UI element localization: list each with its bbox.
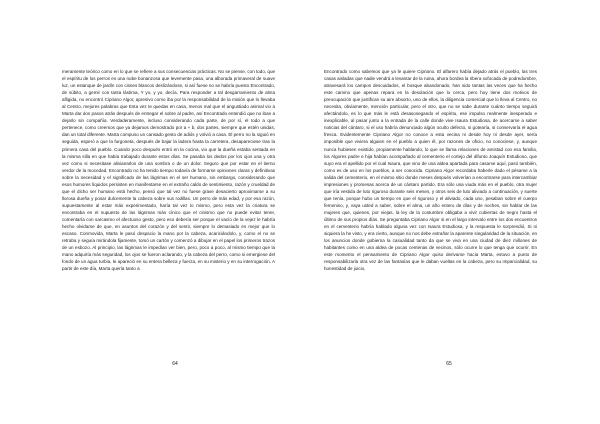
right-page-number: 65 (446, 361, 452, 367)
left-page-number: 64 (172, 361, 178, 367)
right-page-body-text: Encontrado como sabemos que ya le quiere Cipriano. El alfarero había dejado atrás el pueblo, las tres casas aisladas que nadie vendrá a levantar de la ruina, ahora bordea la ribera sofocada de podredumbre, atravesará los campos descuidados, el bosque abandonado, han sido tantas las veces que ha hecho este camino que apenas repara en la desolación que lo cerca, pero hoy tiene dos motivos de preocupación que justifican su aire absorto, uno de ellos, la diligencia comercial que lo lleva al Centro, no necesita, obviamente, mención particular, pero el otro, que no se sabe durante cuánto tiempo seguirá afectándolo, es lo que más le está desasosegando el espíritu, ese impulso realmente inesperado e inexplicable, al pasar junto a la entrada de la calle donde vive Isaura Estudiosa, de acercarse a saber noticias del cántaro, si el uso habría denunciado algún oculto defecto, si gotearía, si conservaría el agua fresca. Evidentemente Cipriano Algor no conoce a esta vecina ni desde hoy ni desde ayer, sería imposible que viviera alguien en el pueblo a quien él, por razones de oficio, no conociese, y, aunque nunca hubiesen existido, propiamente hablando, lo que se llama relaciones de amistad con esa familia, los Algores padre e hija habían acompañado al cementerio el cortejo del difunto Joaquín Estudioso, que suyo era el apellido por el cual Isaura, que vino de una aldea apartada para casarse aquí, pasó también, como es de uso en los pueblos, a ser conocida. Cipriano Algor recordaba haberle dado el pésame a la salida del cementerio, en el mismo sitio donde meses después volverían a encontrarse para intercambiar impresiones y promesas acerca de un cántaro partido. Era sólo una viuda más en el pueblo, otra mujer que iría vestida de luto riguroso durante seis meses, y otros seis de luto aliviado a continuación, y suerte que tenía, porque hubo un tiempo en que el riguroso y el aliviado, cada uno, pesaban sobre el cuerpo femenino, y, vaya usted a saber, sobre el alma, un año entero de días y de noches, sin hablar de las mujeres que, quienes, por viejas, la ley de la costumbre obligaba a vivir cubiertas de negro hasta el último de sus propios días. Se preguntaba Cipriano Algor si en el largo intervalo entre los dos encuentros en el cementerio habría hablado alguna vez con Isaura Estudiosa, y la respuesta le sorprendió, Si ni siquiera la he visto, y era cierto, aunque no nos debe extrañar la aparente singularidad de la situación, en los anuncios donde gobierna la casualidad tanto da que se viva en una ciudad de diez millones de habitantes como en una aldea de pocas centenas de vecinos, sólo ocurre lo que tenga que ocurrir. En este momento el pensamiento de Cipriano Algor quiso derivarse hacia Marta, estuvo a punto de responsabilizarla otra vez de las fantasías que le daban vueltas en la cabeza, pero su imparcialidad, su honestidad de juicio, (324, 69, 537, 272)
left-page-body-text: meramente teórico como en lo que se refiere a sus consecuencias prácticas. No se piense, con todo, que el espíritu de los perros es una nube bonanzosa que levemente pasa, una alborada primaveral de suave luz, un estanque de jardín con cisnes blancos deslizándose, si así fuese no se habría puesto Encontrado, de súbito, a gemir con tanta lástima, Y yo, y yo, decía. Para responder a tal desgarramiento de alma afligida, no encontró Cipriano Algor, apresivo como iba por la responsabilidad de la misión que lo llevaba al Centro, mejores palabras que Esta vez te quedas en casa, menos mal que el angustiado animal vio a Marta dar dos pasos atrás después de entregar el sobre al padre, así Encontrado entendió que no iban a dejarlo sin compañía. Verdaderamente, incluso considerando cada parte, de por sí, el todo a que pertenece, como creemos que ya dejamos demostrado por a + b, dos partes, siempre que estén unidas, dan un total diferente. Marta compuso un cansado gesto de adiós y volvió a casa. El perro no la siguió en seguida, esperó a que la furgoneta, después de bajar la ladera hasta la carretera, desapareciese tras la primera casa del pueblo. Cuando poco después entró en la cocina, vio que la dueña estaba sentada en la misma silla en que había trabajado durante estos días. Se pasaba los dedos por los ojos una y otra vez como si necesitase alivianarlos de una sombra o de un dolor. Seguro que por estar en el tierno verdor de la mocedad, Encontrado no ha tenido tiempo todavía de formarse opiniones claras y definitivas sobre la necesidad y el significado de las lágrimas en el ser humano, sin embargo, considerando que esos humores líquidos persisten en manifestarse en el extraño caldo de sentimiento, razón y crueldad de que el dicho ser humano está hecho, pensó que tal vez no fuese grave desacierto aproximarse a su llorosa dueña y posar dulcemente la cabeza sobre sus rodillas. Un perro de más edad, y por esa razón, supuestamente al estar más experimentado, haría tal vez lo mismo, pero esta vez la criatura se encontraba en el supuesto de las lágrimas más cínico que el cinismo que no puede evitar tener, comentaría con sarcasmo el afectuoso gesto, pero eso debería ser porque el vacío de la vejez le habría hecho olvidarse de que, en asuntos del corazón y del sentir, siempre lo demasiado es mejor que lo escaso. Conmovida, Marta le pasó despacio la mano por la cabeza, acariciándolo, y, como el no se retraba y seguía mirándola fijamente, tomó un cartón y comenzó a dibujar en el papel los primeros trazos de un esbozo. Al principio, las lágrimas le impedían ver bien, pero, poco a poco, al mismo tiempo que la mano adquiría más seguridad, los ojos se fueron aclarando, y la cabeza del perro, como si emergiese del fondo de un agua turbia, le apareció en su entera belleza y fuerza, en su misterio y en su interrogación. A partir de este día, Marta quería tanto a (62, 69, 275, 272)
right-page (300, 0, 600, 424)
